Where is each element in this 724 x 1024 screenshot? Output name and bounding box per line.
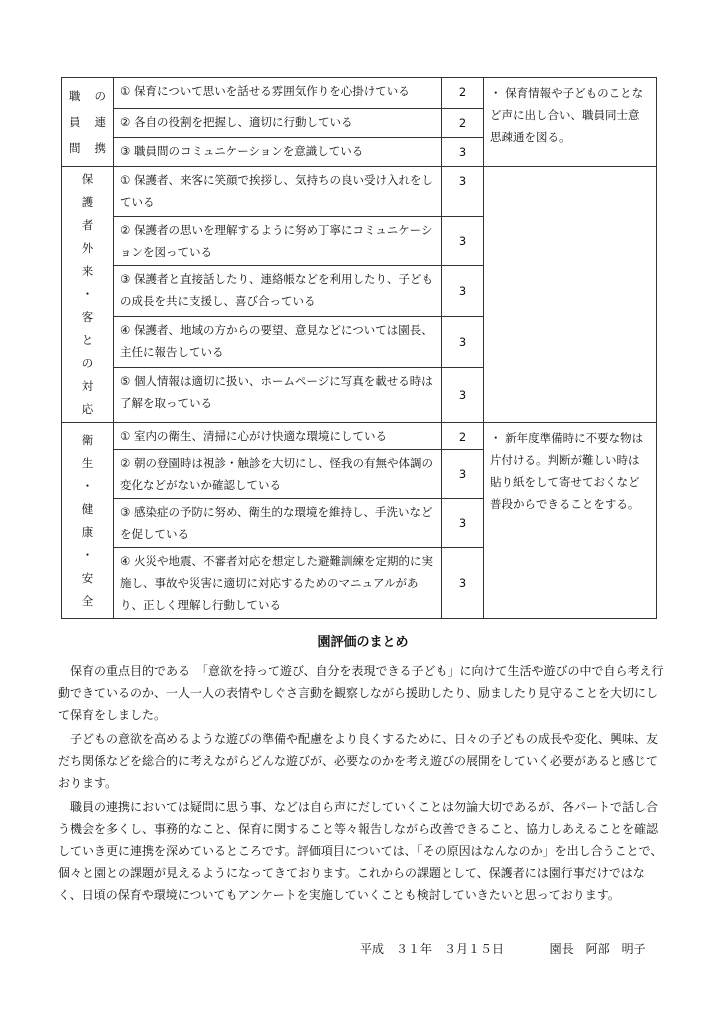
item-text: ① 室内の衛生、清掃に心がけ快適な環境にしている xyxy=(114,423,442,450)
item-text: ③ 感染症の予防に努め、衛生的な環境を維持し、手洗いなどを促している xyxy=(114,499,442,548)
signature xyxy=(360,940,646,957)
category-hygiene-health-safety: 衛 生 ・ 健 康 ・ 安 全 xyxy=(62,423,114,619)
item-score: 3 xyxy=(442,317,484,368)
item-score: 3 xyxy=(442,167,484,217)
item-text: ③ 保護者と直接話したり、連絡帳などを利用したり、子どもの成長を共に支援し、喜び合っている xyxy=(114,266,442,317)
summary-paragraph: 子どもの意欲を高めるような遊びの準備や配慮をより良くするために、日々の子どもの成長や変化、興味、友だち関係などを総合的に考えながらどんな遊びが、必要なのかを考え遊びの展開をしていく必要があると感じております。 xyxy=(58,732,659,790)
section-note: ・ 保育情報や子どものことなど声に出し合い、職員同士意思疎通を図る。 xyxy=(484,78,657,167)
item-text: ④ 火災や地震、不審者対応を想定した避難訓練を定期的に実施し、事故や災害に適切に対応するためのマニュアルがあり、正しく理解し行動している xyxy=(114,548,442,619)
signature-date: 平成 ３１年 ３月１５日 xyxy=(360,942,505,956)
item-score: 2 xyxy=(442,423,484,450)
item-score: 3 xyxy=(442,266,484,317)
item-text: ① 保護者、来客に笑顔で挨拶し、気持ちの良い受け入れをしている xyxy=(114,167,442,217)
item-score: 2 xyxy=(442,109,484,138)
item-text: ⑤ 個人情報は適切に扱い、ホームページに写真を載せる時は了解を取っている xyxy=(114,368,442,423)
item-score: 2 xyxy=(442,78,484,109)
item-text: ③ 職員間のコミュニケーションを意識している xyxy=(114,138,442,167)
item-score: 3 xyxy=(442,138,484,167)
category-staff-cooperation: 職 の 員 連 間 携 xyxy=(62,78,114,167)
summary-title: 園評価のまとめ xyxy=(317,635,409,650)
item-score: 3 xyxy=(442,368,484,423)
item-score: 3 xyxy=(442,499,484,548)
section-note xyxy=(484,167,657,423)
signature-author: 園長 阿部 明子 xyxy=(549,942,646,956)
item-text: ② 朝の登園時は視診・触診を大切にし、怪我の有無や体調の変化などがないか確認している xyxy=(114,450,442,499)
item-score: 3 xyxy=(442,217,484,266)
item-score: 3 xyxy=(442,548,484,619)
summary-paragraph: 職員の連携においては疑問に思う事、などは自ら声にだしていくことは勿論大切であるが、各パートで話し合う機会を多くし、事務的なこと、保育に関すること等々報告しながら改善できること、協力しあえることを確認していき更に連携を深めているところです。評価項目については、「その原因はなんなのか」を出し合うことで、個々と園との課題が見えるようになってきております。これからの課題として、保護者には園行事だけではなく、日頃の保育や環境についてもアンケートを実施していくことも検討していきたいと思っております。 xyxy=(58,800,663,902)
item-text: ① 保育について思いを話せる雰囲気作りを心掛けている xyxy=(114,78,442,109)
summary-section xyxy=(58,632,668,908)
item-text: ② 保護者の思いを理解するように努め丁寧にコミュニケーションを図っている xyxy=(114,217,442,266)
item-text: ② 各自の役割を把握し、適切に行動している xyxy=(114,109,442,138)
item-score: 3 xyxy=(442,450,484,499)
section-note: ・ 新年度準備時に不要な物は片付ける。判断が難しい時は貼り紙をして寄せておくなど普段からできることをする。 xyxy=(484,423,657,619)
evaluation-table xyxy=(61,77,657,619)
category-guardian-visitor-response: 保 護 者 外 来 ・ 客 と の 対 応 xyxy=(62,167,114,423)
item-text: ④ 保護者、地域の方からの要望、意見などについては園長、主任に報告している xyxy=(114,317,442,368)
summary-paragraph: 保育の重点目的である 「意欲を持って遊び、自分を表現できる子ども」に向けて生活や遊びの中で自ら考え行動できているのか、一人一人の表情やしぐさ言動を観察しながら援助したり、励ましたり見守ることを大切にして保育をしました。 xyxy=(58,664,664,722)
